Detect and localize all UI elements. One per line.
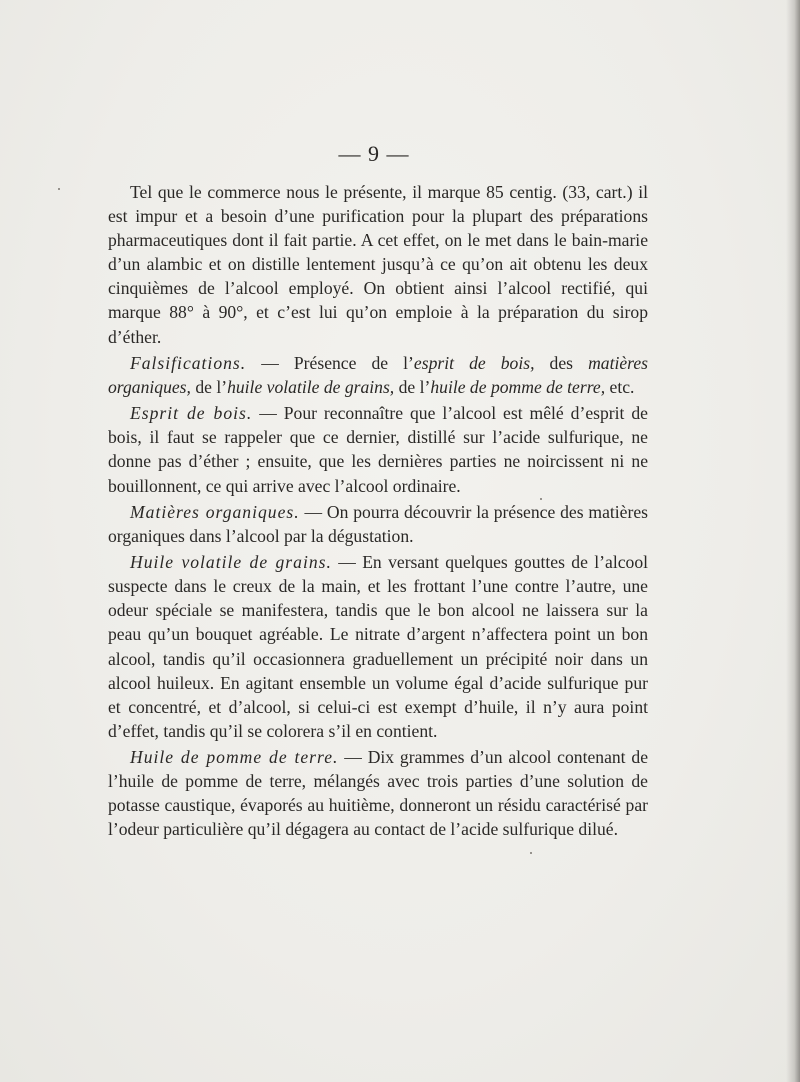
heading-matieres-organiques: Matières organiques. [130, 501, 300, 522]
paper-speck [530, 852, 532, 854]
paragraph-falsifications [108, 351, 648, 399]
page-edge-shadow [786, 0, 800, 1082]
paragraph-body: — Dix grammes d’un alcool contenant de l’huile de pomme de terre, mélangés avec trois parties d’une solution de potasse caustique, évaporés au huitième, donneront un résidu caractérisé par l’odeur particulière qu’il dégagera au contact de l’acide sulfurique dilué. [108, 747, 649, 840]
heading-esprit-de-bois: Esprit de bois. [130, 403, 253, 424]
text-segment: de l’ [190, 376, 228, 397]
text-segment: — Présence de l’ [246, 352, 414, 373]
term-huile-pomme-de-terre: huile de pomme de terre, [430, 376, 606, 397]
text-segment: des [534, 352, 589, 373]
paragraph-body: — En versant quelques gouttes de l’alcool suspecte dans le creux de la main, et les frottant l’une contre l’autre, une odeur spéciale se manifestera, tandis que le bon alcool ne laissera sur la peau qu’un bouquet agréable. Le nitrate d’argent n’affectera point un bon alcool, tandis qu’il occasionnera graduellement un précipité noir dans un alcool huileux. En agitant ensemble un volume égal d’acide sulfurique pur et concentré, et d’alcool, si celui-ci est exempt d’huile, il n’y aura point d’effet, tandis qu’il se colorera s’il en contient. [108, 552, 648, 741]
body-text [108, 180, 648, 844]
paper-speck [58, 188, 60, 190]
text-segment: de l’ [394, 376, 431, 397]
term-huile-volatile: huile volatile de grains, [227, 376, 395, 397]
page-number: — 9 — [338, 141, 410, 166]
paragraph-esprit-de-bois [108, 401, 648, 497]
paper-speck [540, 498, 542, 500]
paragraph-huile-pomme-de-terre [108, 745, 648, 841]
paragraph-body: — Pour reconnaître que l’alcool est mêlé d’esprit de bois, il faut se rappeler que ce dernier, distillé sur l’acide sulfurique, ne donne pas d’éther ; ensuite, que les dernières parties ne noircissent ni ne bouillonnent, ce qui arrive avec l’alcool ordinaire. [108, 403, 648, 496]
text-segment: etc. [605, 376, 635, 397]
paragraph-huile-volatile [108, 550, 648, 743]
term-esprit-de-bois: esprit de bois, [413, 352, 535, 373]
paragraph-body: — On pourra découvrir la présence des matières organiques dans l’alcool par la dégustation. [108, 501, 648, 546]
heading-falsifications: Falsifications. [130, 352, 247, 373]
heading-huile-volatile: Huile volatile de grains. [130, 552, 332, 573]
paragraph-matieres-organiques [108, 500, 648, 548]
heading-huile-pomme-de-terre: Huile de pomme de terre. [130, 747, 339, 768]
term-matieres-organiques: matières organiques, [108, 352, 648, 397]
paragraph-intro: Tel que le commerce nous le présente, il marque 85 centig. (33, cart.) il est impur et a besoin d’une purification pour la plupart des préparations pharmaceutiques dont il fait partie. A cet effet, on le met dans le bain-marie d’un alambic et on distille lentement jusqu’à ce qu’on ait obtenu les deux cinquièmes de l’alcool employé. On obtient ainsi l’alcool rectifié, qui marque 88° à 90°, et c’est lui qu’on emploie à la préparation du sirop d’éther. [108, 182, 648, 347]
